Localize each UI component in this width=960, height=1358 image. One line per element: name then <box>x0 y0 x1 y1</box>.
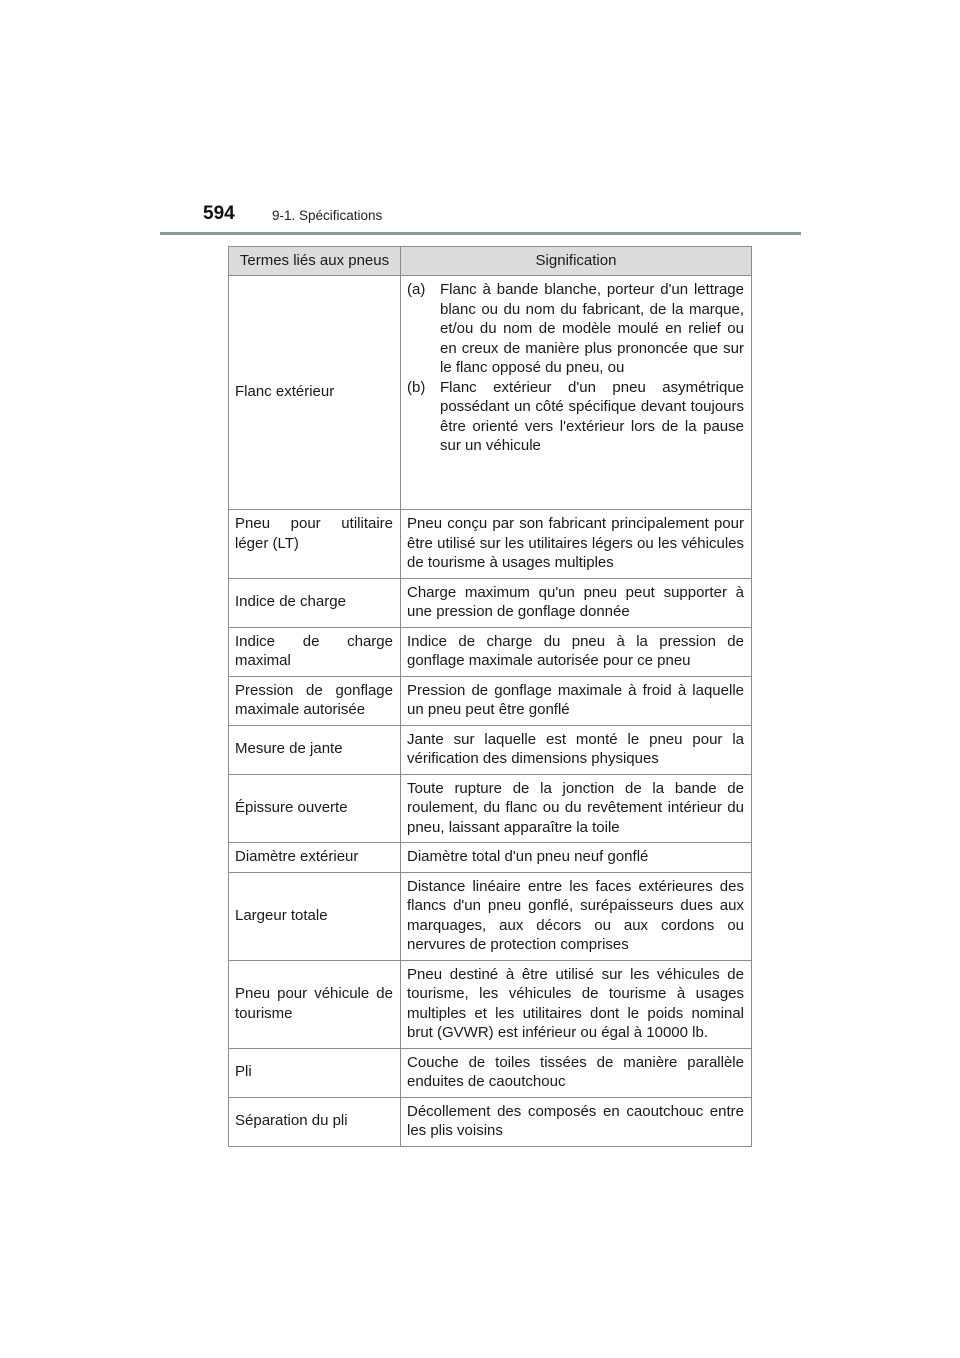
list-text: Flanc à bande blanche, porteur d'un lettrage blanc ou du nom du fabricant, de la marque, et/ou du nom de modèle moulé en relief ou en creux de manière plus prononcée que sur le flanc opposé du pneu, ou <box>440 281 744 376</box>
section-title: 9-1. Spécifications <box>272 208 383 223</box>
table-row <box>229 872 752 960</box>
meaning-cell: Pression de gonflage maximale à froid à laquelle un pneu peut être gonflé <box>401 676 752 725</box>
table-header-row <box>229 247 752 276</box>
list-item <box>407 280 744 378</box>
meaning-cell: Jante sur laquelle est monté le pneu pour la vérification des dimensions physiques <box>401 725 752 774</box>
term-cell: Pneu pour véhicule de tourisme <box>229 960 401 1048</box>
tire-terms-table <box>228 246 752 1147</box>
meaning-cell: Distance linéaire entre les faces extérieures des flancs d'un pneu gonflé, surépaisseurs dues aux marquages, aux décors ou aux cordons ou nervures de protection comprises <box>401 872 752 960</box>
list-label: (a) <box>407 281 426 298</box>
column-header-meaning: Signification <box>401 247 752 276</box>
table-row <box>229 627 752 676</box>
table-row <box>229 510 752 579</box>
header-divider <box>160 232 801 235</box>
term-cell: Mesure de jante <box>229 725 401 774</box>
meaning-cell: Charge maximum qu'un pneu peut supporter à une pression de gonflage donnée <box>401 578 752 627</box>
term-cell: Flanc extérieur <box>229 276 401 510</box>
table-row <box>229 1097 752 1146</box>
table-row <box>229 578 752 627</box>
table-row <box>229 774 752 843</box>
term-cell: Indice de charge maximal <box>229 627 401 676</box>
term-cell: Pression de gonflage maximale autorisée <box>229 676 401 725</box>
page-number: 594 <box>203 203 235 224</box>
meaning-cell: Diamètre total d'un pneu neuf gonflé <box>401 843 752 873</box>
table-row <box>229 1048 752 1097</box>
meaning-cell <box>401 276 752 510</box>
meaning-cell: Couche de toiles tissées de manière parallèle enduites de caoutchouc <box>401 1048 752 1097</box>
table-row <box>229 960 752 1048</box>
column-header-terms: Termes liés aux pneus <box>229 247 401 276</box>
term-cell: Séparation du pli <box>229 1097 401 1146</box>
table-row <box>229 843 752 873</box>
table-row <box>229 676 752 725</box>
meaning-cell: Indice de charge du pneu à la pression de gonflage maximale autorisée pour ce pneu <box>401 627 752 676</box>
meaning-cell: Toute rupture de la jonction de la bande de roulement, du flanc ou du revêtement intérieur du pneu, laissant apparaître la toile <box>401 774 752 843</box>
term-cell: Pli <box>229 1048 401 1097</box>
list-label: (b) <box>407 378 426 396</box>
meaning-cell: Pneu destiné à être utilisé sur les véhicules de tourisme, les véhicules de tourisme à usages multiples et les utilitaires dont le poids nominal brut (GVWR) est inférieur ou égal à 10000 lb. <box>401 960 752 1048</box>
list-item <box>407 378 744 456</box>
term-cell: Pneu pour utilitaire léger (LT) <box>229 510 401 579</box>
table-row <box>229 276 752 510</box>
meaning-cell: Décollement des composés en caoutchouc entre les plis voisins <box>401 1097 752 1146</box>
table-row <box>229 725 752 774</box>
meaning-cell: Pneu conçu par son fabricant principalement pour être utilisé sur les utilitaires légers ou les véhicules de tourisme à usages multiples <box>401 510 752 579</box>
term-cell: Diamètre extérieur <box>229 843 401 873</box>
term-cell: Largeur totale <box>229 872 401 960</box>
term-cell: Épissure ouverte <box>229 774 401 843</box>
list-text: Flanc extérieur d'un pneu asymétrique possédant un côté spécifique devant toujours être orienté vers l'extérieur lors de la pause sur un véhicule <box>440 378 744 454</box>
term-cell: Indice de charge <box>229 578 401 627</box>
